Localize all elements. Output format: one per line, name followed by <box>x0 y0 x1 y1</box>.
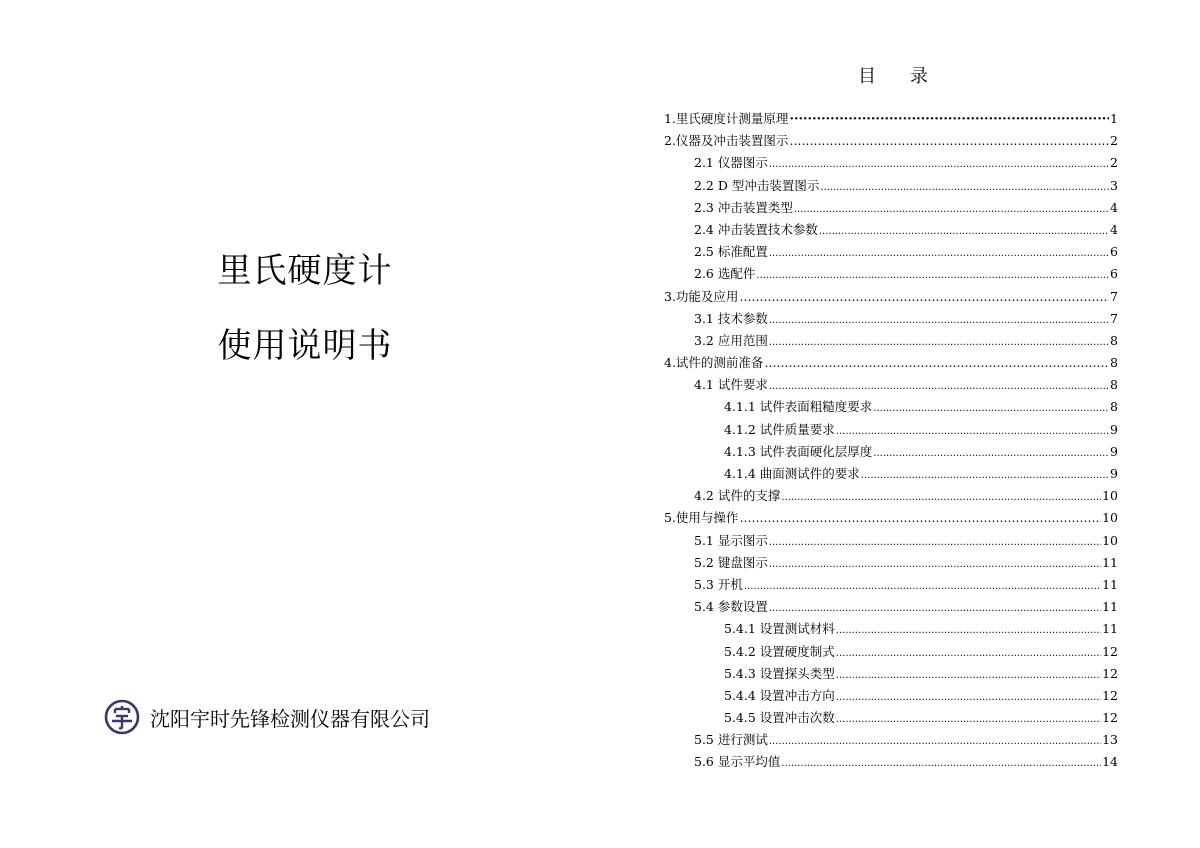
company-logo-icon <box>104 699 140 735</box>
toc-entry[interactable] <box>664 130 1118 152</box>
document-title: 里氏硬度计 <box>217 251 393 291</box>
toc-heading-char: 目 <box>858 66 876 87</box>
toc-leader-dots <box>769 330 1109 354</box>
toc-entry-label: 5.4.5 设置冲击次数 <box>724 710 835 726</box>
toc-entry[interactable] <box>664 263 1118 285</box>
toc-entry-page: 2 <box>1110 155 1118 171</box>
toc-entry[interactable] <box>664 286 1118 308</box>
toc-leader-dots <box>781 485 1101 509</box>
toc-entry[interactable] <box>664 374 1118 396</box>
document-subtitle: 使用说明书 <box>217 326 393 366</box>
toc-entry[interactable] <box>664 641 1118 663</box>
toc-leader-dots <box>819 219 1109 243</box>
toc-entry[interactable] <box>664 685 1118 707</box>
toc-entry-page: 8 <box>1110 332 1118 348</box>
toc-entry[interactable] <box>664 463 1118 485</box>
toc-leader-dots <box>820 175 1109 199</box>
toc-entry-label: 3.2 应用范围 <box>694 332 768 348</box>
toc-leader-dots <box>789 108 1109 131</box>
toc-entry[interactable] <box>664 308 1118 330</box>
toc-entry[interactable] <box>664 175 1118 197</box>
toc-leader-dots <box>769 374 1109 398</box>
toc-entry[interactable] <box>664 574 1118 596</box>
toc-list <box>664 108 1118 774</box>
toc-entry[interactable] <box>664 241 1118 263</box>
toc-entry-page: 12 <box>1102 710 1118 726</box>
toc-entry-label: 2.6 选配件 <box>694 266 756 282</box>
toc-leader-dots <box>769 308 1109 332</box>
toc-entry-label: 5.4.4 设置冲击方向 <box>724 687 835 703</box>
toc-entry-label: 5.6 显示平均值 <box>694 754 781 770</box>
toc-entry[interactable] <box>664 219 1118 241</box>
toc-leader-dots <box>873 441 1109 465</box>
toc-entry-label: 4.2 试件的支撑 <box>694 488 781 504</box>
toc-entry[interactable] <box>664 352 1118 374</box>
toc-entry-page: 7 <box>1110 310 1118 326</box>
toc-entry[interactable] <box>664 596 1118 618</box>
toc-entry-page: 12 <box>1102 687 1118 703</box>
toc-leader-dots <box>769 530 1101 554</box>
toc-entry-page: 8 <box>1110 355 1118 371</box>
toc-entry[interactable] <box>664 729 1118 751</box>
toc-leader-dots <box>764 352 1109 374</box>
toc-entry-label: 5.4.3 设置探头类型 <box>724 665 835 681</box>
toc-entry-page: 10 <box>1102 532 1118 548</box>
toc-entry-page: 11 <box>1102 599 1118 615</box>
toc-entry-label: 2.3 冲击装置类型 <box>694 199 793 215</box>
toc-leader-dots <box>739 286 1109 308</box>
toc-entry-label: 4.1.4 曲面测试件的要求 <box>724 466 860 481</box>
toc-entry-page: 8 <box>1110 399 1118 415</box>
toc-heading-char: 录 <box>910 66 928 87</box>
toc-entry-label: 5.1 显示图示 <box>694 532 768 548</box>
toc-entry-page: 9 <box>1110 443 1118 459</box>
toc-entry-page: 10 <box>1102 488 1118 504</box>
toc-leader-dots <box>769 596 1101 620</box>
toc-entry-page: 2 <box>1110 133 1118 149</box>
toc-entry-label: 2.5 标准配置 <box>694 244 768 260</box>
toc-entry-page: 4 <box>1110 221 1118 237</box>
toc-entry-page: 11 <box>1102 554 1118 570</box>
toc-entry[interactable] <box>664 507 1118 529</box>
toc-entry[interactable] <box>664 530 1118 552</box>
toc-entry-page: 9 <box>1110 466 1118 481</box>
toc-entry-label: 5.3 开机 <box>694 576 743 592</box>
toc-entry-label: 3.1 技术参数 <box>694 310 768 326</box>
toc-leader-dots <box>769 152 1109 176</box>
company-name: 沈阳宇时先锋检测仪器有限公司 <box>150 706 430 731</box>
toc-heading <box>858 62 928 88</box>
toc-entry-page: 13 <box>1102 732 1118 748</box>
toc-entry-label: 2.4 冲击装置技术参数 <box>694 221 818 237</box>
toc-entry[interactable] <box>664 485 1118 507</box>
toc-entry-page: 7 <box>1110 288 1118 304</box>
toc-entry[interactable] <box>664 396 1118 418</box>
toc-leader-dots <box>836 663 1101 687</box>
toc-entry-label: 2.1 仪器图示 <box>694 155 768 171</box>
toc-leader-dots <box>861 463 1109 487</box>
toc-entry-label: 5.2 键盘图示 <box>694 554 768 570</box>
toc-entry[interactable] <box>664 197 1118 219</box>
toc-entry[interactable] <box>664 552 1118 574</box>
toc-leader-dots <box>769 241 1109 265</box>
toc-leader-dots <box>769 729 1101 753</box>
toc-entry-page: 4 <box>1110 199 1118 215</box>
toc-entry-label: 2.2 D 型冲击装置图示 <box>694 177 820 193</box>
toc-entry-page: 9 <box>1110 421 1118 437</box>
toc-leader-dots <box>744 574 1101 598</box>
toc-entry[interactable] <box>664 663 1118 685</box>
toc-entry[interactable] <box>664 419 1118 441</box>
toc-entry-page: 3 <box>1110 177 1118 193</box>
toc-entry-page: 14 <box>1102 754 1118 770</box>
toc-leader-dots <box>836 618 1101 642</box>
toc-entry-label: 1.里氏硬度计测量原理 <box>664 111 789 126</box>
toc-entry-label: 4.1.1 试件表面粗糙度要求 <box>724 399 873 415</box>
toc-entry[interactable] <box>664 108 1118 130</box>
toc-entry-label: 4.1.3 试件表面硬化层厚度 <box>724 443 873 459</box>
toc-entry-page: 6 <box>1110 244 1118 260</box>
toc-leader-dots <box>836 685 1101 709</box>
toc-leader-dots <box>836 707 1101 731</box>
toc-entry-label: 5.4.2 设置硬度制式 <box>724 643 835 659</box>
toc-leader-dots <box>739 507 1101 529</box>
toc-entry-label: 5.使用与操作 <box>664 510 739 526</box>
toc-entry-page: 11 <box>1102 621 1118 637</box>
toc-entry-page: 12 <box>1102 665 1118 681</box>
toc-entry-label: 4.试件的测前准备 <box>664 355 764 371</box>
toc-entry-page: 8 <box>1110 377 1118 393</box>
toc-entry-page: 6 <box>1110 266 1118 282</box>
toc-entry-label: 4.1.2 试件质量要求 <box>724 421 835 437</box>
toc-leader-dots <box>836 641 1101 665</box>
toc-entry-label: 5.4.1 设置测试材料 <box>724 621 835 637</box>
toc-leader-dots <box>873 396 1109 420</box>
toc-entry-page: 10 <box>1102 510 1118 526</box>
toc-entry[interactable] <box>664 751 1118 773</box>
toc-leader-dots <box>836 419 1109 443</box>
toc-entry[interactable] <box>664 330 1118 352</box>
toc-leader-dots <box>789 130 1109 152</box>
toc-entry[interactable] <box>664 618 1118 640</box>
toc-entry[interactable] <box>664 707 1118 729</box>
toc-leader-dots <box>769 552 1101 576</box>
toc-leader-dots <box>794 197 1109 221</box>
toc-entry-label: 4.1 试件要求 <box>694 377 768 393</box>
toc-entry-page: 1 <box>1110 111 1118 126</box>
toc-entry-label: 5.5 进行测试 <box>694 732 768 748</box>
toc-leader-dots <box>781 751 1101 775</box>
toc-entry-page: 11 <box>1102 576 1118 592</box>
toc-entry[interactable] <box>664 441 1118 463</box>
toc-entry-label: 5.4 参数设置 <box>694 599 768 615</box>
toc-entry-page: 12 <box>1102 643 1118 659</box>
toc-leader-dots <box>756 263 1109 287</box>
toc-entry[interactable] <box>664 152 1118 174</box>
company-block <box>104 697 430 737</box>
toc-entry-label: 2.仪器及冲击装置图示 <box>664 133 789 149</box>
toc-entry-label: 3.功能及应用 <box>664 288 739 304</box>
